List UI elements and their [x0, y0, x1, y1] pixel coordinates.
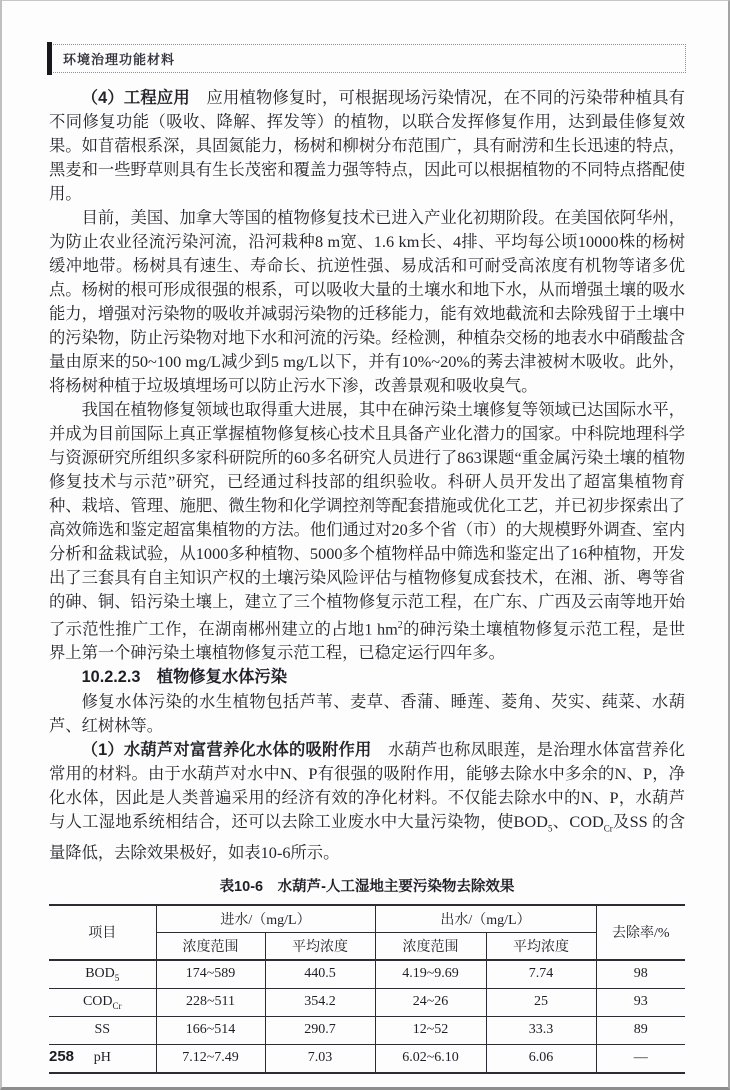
cell-influent-range: 174~589: [156, 960, 265, 989]
cell-effluent-avg: 6.06: [486, 1044, 596, 1073]
cell-item: pH: [49, 1044, 156, 1073]
cell-effluent-range: 4.19~9.69: [375, 960, 486, 989]
cell-influent-avg: 290.7: [265, 1016, 375, 1044]
para-water-hyacinth: （1）水葫芦对富营养化水体的吸附作用 水葫芦也称凤眼莲，是治理水体富营养化常用的材料。由于水葫芦对水中N、P有很强的吸附作用，能够去除水中多余的N、P，净化水体，因此是人类普遍采用的经济有效的净化材料。不仅能去除水中的N、P，水葫芦与人工湿地系统相结合，还可以去除工业废水中大量污染物，使$BOD_5$、$COD_{Cr}$及SS 的含量降低，去除效果极好，如表10-6所示。: [49, 740, 685, 862]
header-accent-bar-icon: [47, 42, 52, 75]
para-engineering-application: （4）工程应用 应用植物修复时，可根据现场污染情况，在不同的污染带种植具有不同修复功能（吸收、降解、挥发等）的植物，以联合发挥修复作用，达到最佳修复效果。如苜蓿根系深，具固氮能力，杨树和柳树分布范围广，具有耐涝和生长迅速的特点，黑麦和一些野草则具有生长茂密和覆盖力强等特点，因此可以根据植物的不同特点搭配使用。: [49, 88, 685, 203]
cell-influent-avg: 440.5: [265, 960, 375, 989]
col-header-influent: 进水/（mg/L）: [156, 905, 375, 933]
section-heading: 10.2.2.3 植物修复水体污染: [81, 668, 287, 687]
table-caption: 表10-6 水葫芦-人工湿地主要污染物去除效果: [219, 878, 515, 895]
col-header-effluent: 出水/（mg/L）: [375, 905, 596, 933]
col-header-removal-rate: 去除率/%: [596, 905, 685, 960]
cell-item: $COD_{Cr}$: [49, 988, 156, 1016]
chapter-header: [47, 44, 686, 73]
para-china-progress: 我国在植物修复领域也取得重大进展，其中在砷污染土壤修复等领域已达国际水平，并成为目前国际上真正掌握植物修复核心技术且具备产业化潜力的国家。中科院地理科学与资源研究所组织多家科研院所的60多名研究人员进行了863课题“重金属污染土壤的植物修复技术与示范”研究，已经通过科技部的组织验收。科研人员开发出了超富集植物育种、栽培、管理、施肥、微生物和化学调控剂等配套措施或优化工艺，并已初步探索出了高效筛选和鉴定超富集植物的方法。他们通过对20多个省（市）的大规模野外调查、室内分析和盆栽试验，从1000多种植物、5000多个植物样品中筛选和鉴定出了16种植物，开发出了三套具有自主知识产权的土壤污染风险评估与植物修复成套技术，在湘、浙、粤等省的砷、铜、铅污染土壤上，建立了三个植物修复示范工程，在广东、广西及云南等地开始了示范性推广工作，在湖南郴州建立的占地1 $hm^2$的砷污染土壤植物修复示范工程，是世界上第一个砷污染土壤植物修复示范工程，已稳定运行四年多。: [49, 400, 685, 663]
cell-effluent-avg: 25: [486, 988, 596, 1016]
para-aquatic-plants: 修复水体污染的水生植物包括芦苇、麦草、香蒲、睡莲、菱角、芡实、莼菜、水葫芦、红树林等。: [49, 692, 685, 736]
col-header-effluent-avg: 平均浓度: [486, 932, 596, 960]
page-number: 258: [49, 1048, 75, 1065]
cell-removal-rate: 98: [596, 960, 685, 989]
table-row-ph: [49, 1044, 685, 1073]
para-international-progress: 目前，美国、加拿大等国的植物修复技术已进入产业化初期阶段。在美国依阿华州，为防止农业径流污染河流，沿河栽种8 m宽、1.6 km长、4排、平均每公顷10000株的杨树缓冲地带。杨树具有速生、寿命长、抗逆性强、易成活和可耐受高浓度有机物等诸多优点。杨树的根可形成很强的根系，可以吸收大量的土壤水和地下水，从而增强土壤的吸水能力，增强对污染物的吸收并减弱污染物的迁移能力，能有效地截流和去除残留于土壤中的污染物，防止污染物对地下水和河流的污染。经检测，种植杂交杨的地表水中硝酸盐含量由原来的50~100 mg/L减少到5 mg/L以下，并有10%~20%的莠去津被树木吸收。此外，将杨树种植于垃圾填埋场可以防止污水下渗，改善景观和吸收臭气。: [49, 208, 685, 395]
cell-removal-rate: —: [596, 1044, 685, 1073]
cell-influent-avg: 354.2: [265, 988, 375, 1016]
table-row-bod5: [49, 960, 685, 989]
cell-removal-rate: 93: [596, 988, 685, 1016]
table-row-codcr: [49, 988, 685, 1016]
col-header-influent-avg: 平均浓度: [265, 932, 375, 960]
cell-effluent-avg: 33.3: [486, 1016, 596, 1044]
cell-item: $BOD_5$: [49, 960, 156, 989]
cell-influent-range: 7.12~7.49: [156, 1044, 265, 1073]
col-header-effluent-range: 浓度范围: [375, 932, 486, 960]
cell-effluent-avg: 7.74: [486, 960, 596, 989]
cell-removal-rate: 89: [596, 1016, 685, 1044]
cell-effluent-range: 24~26: [375, 988, 486, 1016]
table-row-ss: [49, 1016, 685, 1044]
chapter-header-title: 环境治理功能材料: [63, 52, 176, 67]
cell-item: SS: [49, 1016, 156, 1044]
cell-effluent-range: 12~52: [375, 1016, 486, 1044]
cell-influent-avg: 7.03: [265, 1044, 375, 1073]
cell-influent-range: 228~511: [156, 988, 265, 1016]
cell-influent-range: 166~514: [156, 1016, 265, 1044]
page-content: [49, 86, 685, 1074]
col-header-influent-range: 浓度范围: [156, 932, 265, 960]
pollutant-removal-table: [49, 904, 685, 1074]
cell-effluent-range: 6.02~6.10: [375, 1044, 486, 1073]
col-header-item: 项目: [49, 905, 156, 960]
